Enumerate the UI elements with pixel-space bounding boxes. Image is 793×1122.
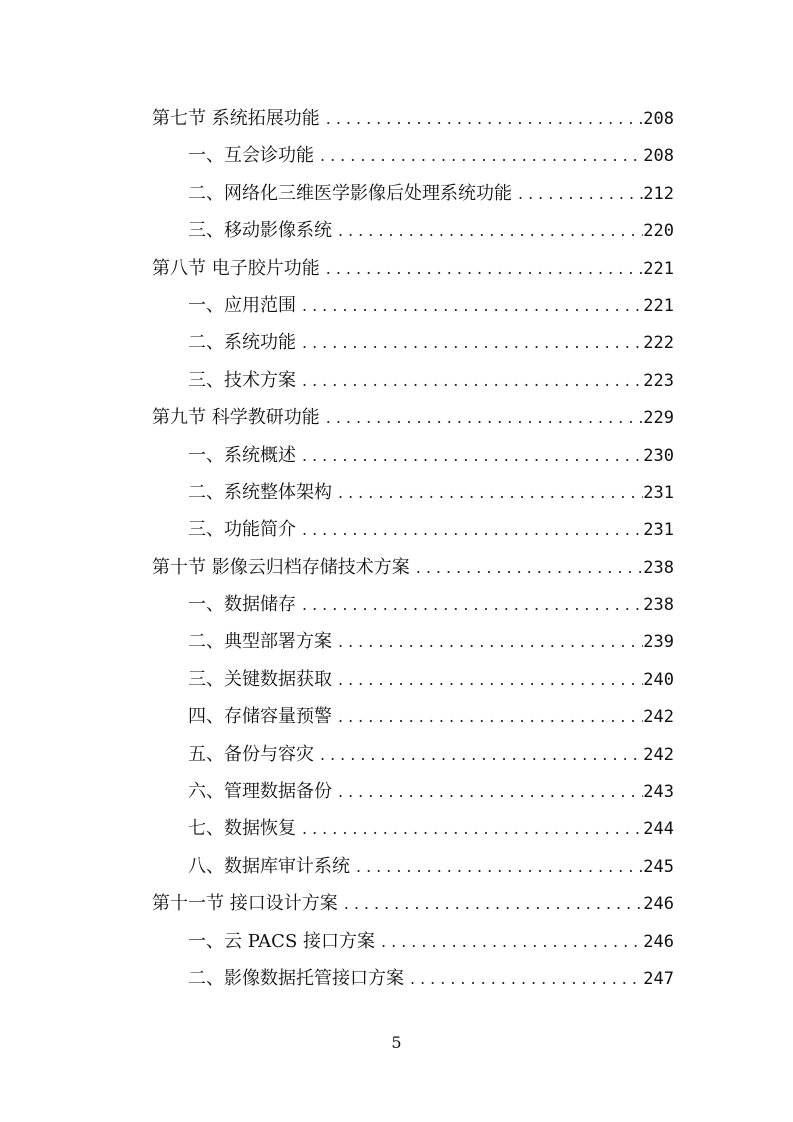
toc-entry-label: 三、关键数据获取 <box>188 668 332 690</box>
toc-entry-label: 一、应用范围 <box>188 294 296 316</box>
toc-subsection-entry[interactable] <box>0 137 793 174</box>
toc-entry-page-number: 242 <box>643 707 674 728</box>
toc-entry-label: 第九节 科学教研功能 <box>152 407 320 429</box>
toc-entry-page-number: 246 <box>643 931 674 952</box>
toc-entry-page-number: 208 <box>643 109 674 129</box>
toc-subsection-entry[interactable] <box>0 960 793 997</box>
toc-entry-page-number: 244 <box>643 819 674 840</box>
toc-entry-label: 五、备份与容灾 <box>188 743 314 765</box>
table-of-contents <box>0 100 793 997</box>
toc-dot-leader <box>296 810 643 847</box>
toc-subsection-entry[interactable] <box>0 324 793 361</box>
toc-entry-label: 第八节 电子胶片功能 <box>152 257 320 279</box>
toc-subsection-entry[interactable] <box>0 923 793 960</box>
toc-entry-page-number: 229 <box>643 408 674 429</box>
toc-entry-page-number: 246 <box>643 894 674 915</box>
toc-dot-leader <box>332 698 643 735</box>
toc-entry-label: 一、数据储存 <box>188 594 296 616</box>
toc-subsection-entry[interactable] <box>0 848 793 885</box>
toc-dot-leader <box>332 661 643 698</box>
toc-entry-page-number: 230 <box>643 445 674 466</box>
toc-subsection-entry[interactable] <box>0 586 793 623</box>
toc-dot-leader <box>296 287 643 324</box>
toc-entry-label: 七、数据恢复 <box>188 818 296 840</box>
toc-entry-page-number: 238 <box>643 595 674 616</box>
toc-subsection-entry[interactable] <box>0 362 793 399</box>
toc-subsection-entry[interactable] <box>0 437 793 474</box>
toc-dot-leader <box>332 773 643 810</box>
toc-dot-leader <box>314 137 643 174</box>
toc-entry-label: 三、移动影像系统 <box>188 220 332 242</box>
toc-entry-label: 一、系统概述 <box>188 444 296 466</box>
toc-section-entry[interactable] <box>0 100 793 137</box>
toc-entry-page-number: 231 <box>643 482 674 503</box>
toc-dot-leader <box>410 549 644 586</box>
toc-subsection-entry[interactable] <box>0 810 793 847</box>
toc-dot-leader <box>512 175 643 212</box>
toc-entry-page-number: 221 <box>643 295 674 316</box>
toc-subsection-entry[interactable] <box>0 736 793 773</box>
toc-subsection-entry[interactable] <box>0 511 793 548</box>
toc-subsection-entry[interactable] <box>0 661 793 698</box>
toc-entry-label: 二、系统功能 <box>188 332 296 354</box>
toc-subsection-entry[interactable] <box>0 698 793 735</box>
toc-subsection-entry[interactable] <box>0 474 793 511</box>
toc-entry-page-number: 212 <box>643 183 674 204</box>
toc-entry-page-number: 247 <box>643 968 674 989</box>
toc-section-entry[interactable] <box>0 549 793 586</box>
toc-entry-label: 三、技术方案 <box>188 369 296 391</box>
toc-dot-leader <box>332 474 643 511</box>
toc-section-entry[interactable] <box>0 250 793 287</box>
toc-section-entry[interactable] <box>0 885 793 922</box>
toc-entry-label: 二、网络化三维医学影像后处理系统功能 <box>188 182 512 204</box>
toc-dot-leader <box>320 250 644 287</box>
toc-dot-leader <box>320 399 644 436</box>
toc-dot-leader <box>314 736 643 773</box>
toc-subsection-entry[interactable] <box>0 773 793 810</box>
toc-entry-label: 第七节 系统拓展功能 <box>152 108 320 129</box>
page-number: 5 <box>391 1033 402 1052</box>
toc-entry-page-number: 239 <box>643 632 674 653</box>
toc-entry-label: 二、系统整体架构 <box>188 481 332 503</box>
toc-entry-page-number: 242 <box>643 744 674 765</box>
toc-entry-label: 八、数据库审计系统 <box>188 855 350 877</box>
toc-entry-label: 第十节 影像云归档存储技术方案 <box>152 556 410 578</box>
toc-dot-leader <box>404 960 643 997</box>
toc-dot-leader <box>320 100 644 137</box>
toc-dot-leader <box>375 923 643 960</box>
toc-dot-leader <box>332 212 643 249</box>
toc-subsection-entry[interactable] <box>0 287 793 324</box>
toc-entry-label: 一、互会诊功能 <box>188 145 314 167</box>
toc-dot-leader <box>296 511 643 548</box>
toc-entry-label: 四、存储容量预警 <box>188 706 332 728</box>
toc-dot-leader <box>338 885 644 922</box>
toc-dot-leader <box>332 623 643 660</box>
toc-subsection-entry[interactable] <box>0 623 793 660</box>
toc-dot-leader <box>296 362 643 399</box>
toc-section-entry[interactable] <box>0 399 793 436</box>
toc-entry-page-number: 220 <box>643 221 674 242</box>
toc-dot-leader <box>296 324 643 361</box>
toc-subsection-entry[interactable] <box>0 212 793 249</box>
toc-entry-label: 二、影像数据托管接口方案 <box>188 967 404 989</box>
toc-entry-page-number: 245 <box>643 856 674 877</box>
toc-dot-leader <box>296 437 643 474</box>
toc-entry-label: 六、管理数据备份 <box>188 781 332 803</box>
toc-entry-label: 第十一节 接口设计方案 <box>152 893 338 915</box>
toc-entry-page-number: 223 <box>643 370 674 391</box>
toc-dot-leader <box>350 848 643 885</box>
toc-entry-label: 三、功能简介 <box>188 519 296 541</box>
toc-entry-page-number: 222 <box>643 333 674 354</box>
toc-entry-page-number: 208 <box>643 146 674 167</box>
toc-entry-page-number: 238 <box>643 557 674 578</box>
toc-dot-leader <box>296 586 643 623</box>
toc-entry-page-number: 221 <box>643 258 674 279</box>
toc-entry-label: 二、典型部署方案 <box>188 631 332 653</box>
toc-entry-label: 一、云 PACS 接口方案 <box>188 930 376 952</box>
toc-subsection-entry[interactable] <box>0 175 793 212</box>
toc-entry-page-number: 243 <box>643 782 674 803</box>
toc-entry-page-number: 240 <box>643 669 674 690</box>
toc-entry-page-number: 231 <box>643 520 674 541</box>
